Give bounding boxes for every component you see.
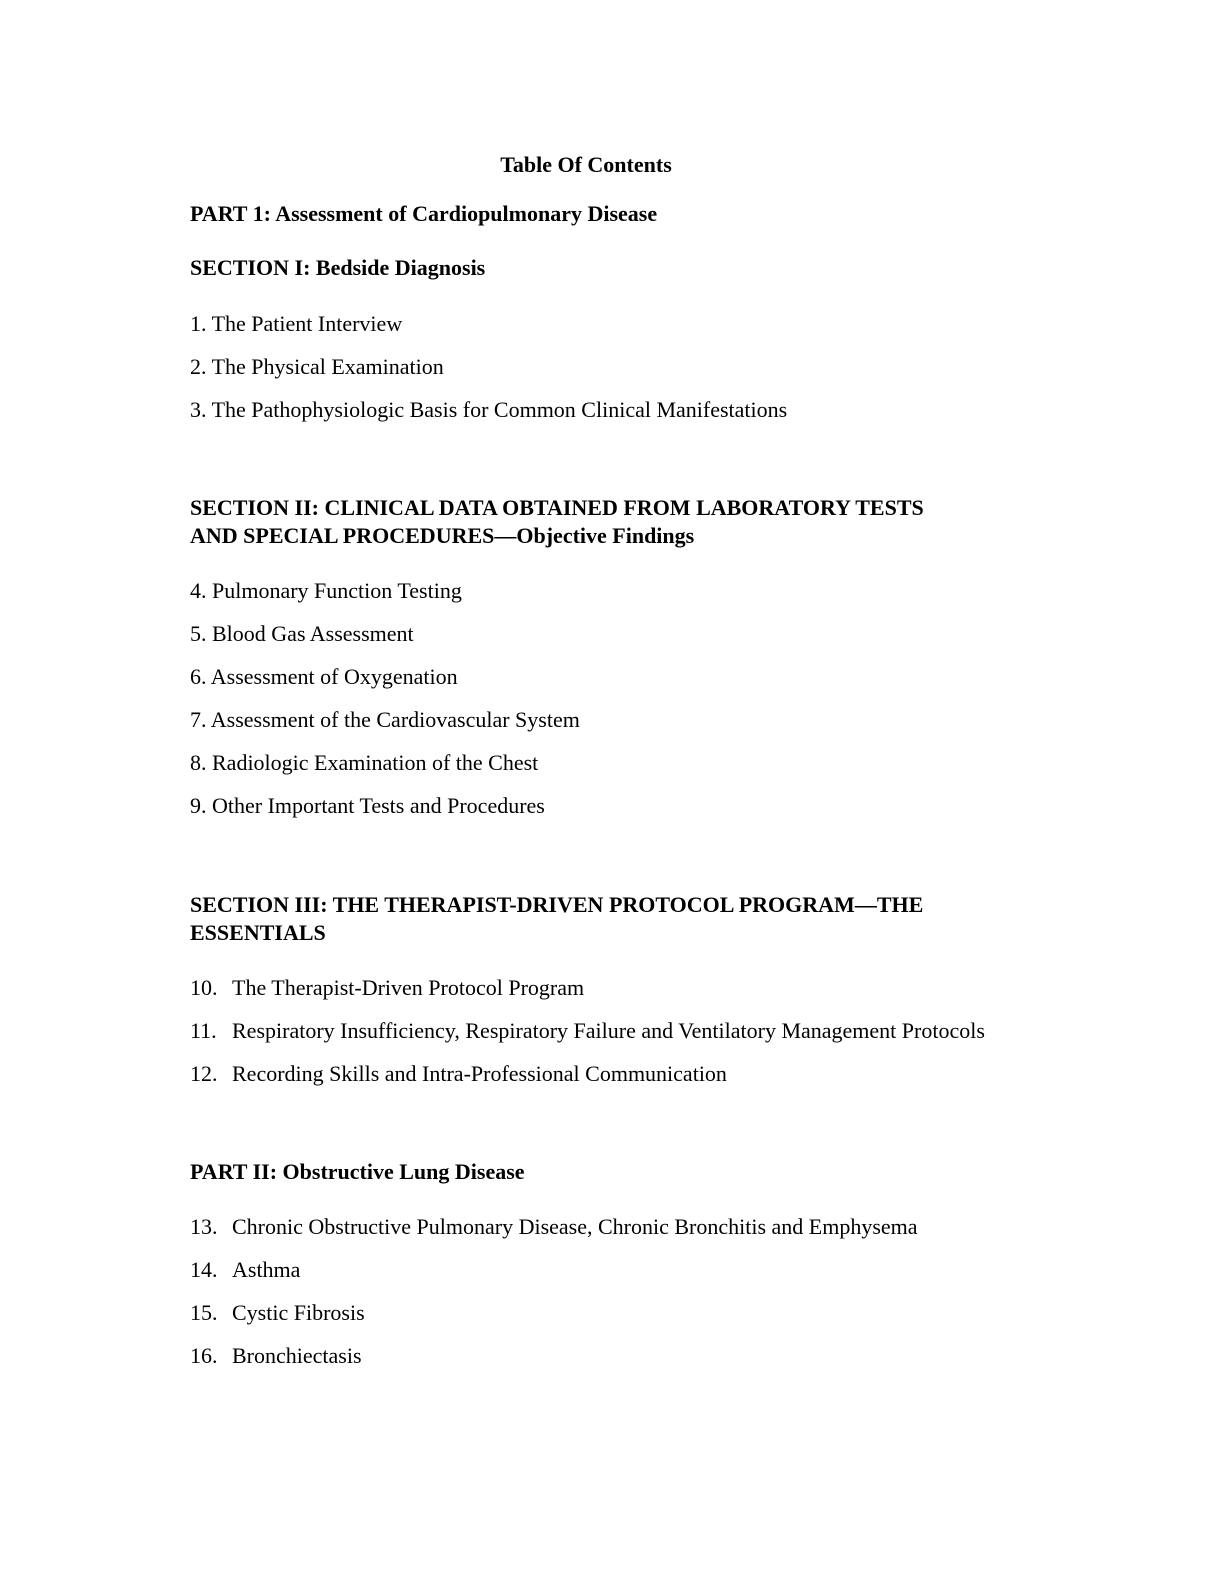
toc-item-text: Respiratory Insufficiency, Respiratory Failure and Ventilatory Management Protocols <box>232 1018 985 1043</box>
toc-item-text: The Therapist-Driven Protocol Program <box>232 975 585 1000</box>
toc-item-number: 15. <box>190 1300 218 1325</box>
toc-item-14 <box>190 1256 1090 1284</box>
page-title: Table Of Contents <box>500 152 672 177</box>
toc-item-1: 1. The Patient Interview <box>190 311 403 336</box>
toc-item-text: Bronchiectasis <box>232 1343 362 1368</box>
toc-item-number: 16. <box>190 1343 218 1368</box>
toc-item-number: 11. <box>190 1018 217 1043</box>
toc-item-number: 10. <box>190 975 218 1000</box>
toc-item-7: 7. Assessment of the Cardiovascular System <box>190 707 580 732</box>
toc-item-number: 13. <box>190 1214 218 1239</box>
toc-item-6: 6. Assessment of Oxygenation <box>190 664 458 689</box>
toc-item-8: 8. Radiologic Examination of the Chest <box>190 750 539 775</box>
toc-item-16 <box>190 1342 1090 1370</box>
toc-item-12 <box>190 1060 1090 1088</box>
toc-item-5: 5. Blood Gas Assessment <box>190 621 414 646</box>
section-3-heading-line-2: ESSENTIALS <box>190 920 326 945</box>
toc-item-number: 14. <box>190 1257 218 1282</box>
toc-item-10 <box>190 974 1090 1002</box>
toc-item-text: Cystic Fibrosis <box>232 1300 365 1325</box>
toc-item-3: 3. The Pathophysiologic Basis for Common Clinical Manifestations <box>190 397 788 422</box>
toc-item-number: 12. <box>190 1061 218 1086</box>
section-3-heading-line-1: SECTION III: THE THERAPIST-DRIVEN PROTOCOL PROGRAM—THE <box>190 892 924 917</box>
section-1-heading: SECTION I: Bedside Diagnosis <box>190 255 486 280</box>
toc-item-text: Chronic Obstructive Pulmonary Disease, Chronic Bronchitis and Emphysema <box>232 1214 918 1239</box>
part-1-heading: PART 1: Assessment of Cardiopulmonary Disease <box>190 201 658 226</box>
toc-item-2: 2. The Physical Examination <box>190 354 444 379</box>
toc-item-text: Asthma <box>232 1257 301 1282</box>
part-2-heading: PART II: Obstructive Lung Disease <box>190 1159 525 1184</box>
section-2-heading-line-1: SECTION II: CLINICAL DATA OBTAINED FROM LABORATORY TESTS <box>190 495 924 520</box>
section-2-heading-line-2: AND SPECIAL PROCEDURES—Objective Findings <box>190 523 695 548</box>
toc-item-9: 9. Other Important Tests and Procedures <box>190 793 545 818</box>
toc-item-15 <box>190 1299 1090 1327</box>
toc-item-13 <box>190 1213 1090 1241</box>
toc-item-text: Recording Skills and Intra-Professional Communication <box>232 1061 727 1086</box>
toc-item-4: 4. Pulmonary Function Testing <box>190 578 462 603</box>
toc-item-11 <box>190 1017 1090 1045</box>
